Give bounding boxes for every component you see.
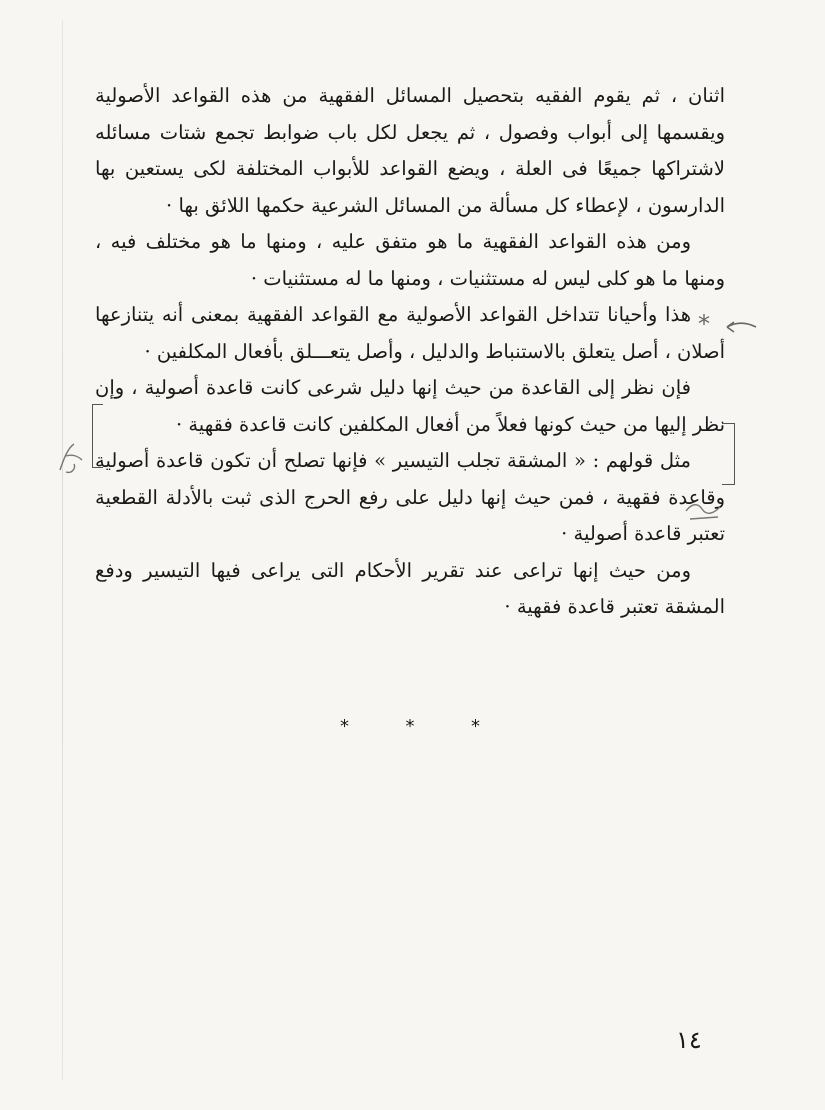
- paragraph-5: مثل قولهم : « المشقة تجلب التيسير » فإنها تصلح أن تكون قاعدة أصولية وقاعدة فقهية ، فمن حيث إنها دليل على رفع الحرج الذى ثبت بالأدلة القطعية تعتبر قاعدة أصولية ·: [95, 449, 725, 545]
- paragraph-2: ومن هذه القواعد الفقهية ما هو متفق عليه ، ومنها ما هو مختلف فيه ، ومنها ما هو كلى ليس له مستثنيات ، ومنها ما له مستثنيات ·: [95, 230, 725, 290]
- margin-bracket-left: [92, 404, 103, 468]
- divider-star: *: [340, 716, 349, 737]
- divider-star: *: [405, 716, 415, 737]
- scan-edge-line: [62, 20, 63, 1080]
- paragraph-4: فإن نظر إلى القاعدة من حيث إنها دليل شرعى كانت قاعدة أصولية ، وإن نظر إليها من حيث كونها فعلاً من أفعال المكلفين كانت قاعدة فقهية ·: [95, 376, 725, 436]
- handwritten-annotation-icon: [682, 497, 724, 523]
- paragraph-3: هذا وأحيانا تتداخل القواعد الأصولية مع القواعد الفقهية بمعنى أنه يتنازعها أصلان ، أصل يتعلق بالاستنباط والدليل ، وأصل يتعـــلق بأفعال المكلفين ·: [95, 303, 725, 363]
- paragraph-1: اثنان ، ثم يقوم الفقيه بتحصيل المسائل الفقهية من هذه القواعد الأصولية ويقسمها إلى أبواب وفصول ، ثم يجعل لكل باب ضوابط تجمع شتات مسائله لاشتراكها جميعًا فى العلة ، ويضع القواعد للأبواب المختلفة لكى يستعين بها الدارسون ، لإعطاء كل مسألة من المسائل الشرعية حكمها اللائق بها ·: [95, 84, 725, 217]
- paragraph-6: ومن حيث إنها تراعى عند تقرير الأحكام التى يراعى فيها التيسير ودفع المشقة تعتبر قاعدة فقهية ·: [95, 558, 725, 618]
- page-number: ١٤: [676, 1026, 702, 1054]
- body-text: [95, 78, 725, 626]
- margin-arrow-icon: [724, 318, 758, 336]
- divider-star: *: [471, 716, 480, 737]
- handwritten-margin-note-icon: [54, 438, 88, 478]
- margin-star-mark: *: [698, 310, 710, 338]
- margin-bracket-right: [722, 423, 735, 485]
- section-divider: [340, 716, 480, 737]
